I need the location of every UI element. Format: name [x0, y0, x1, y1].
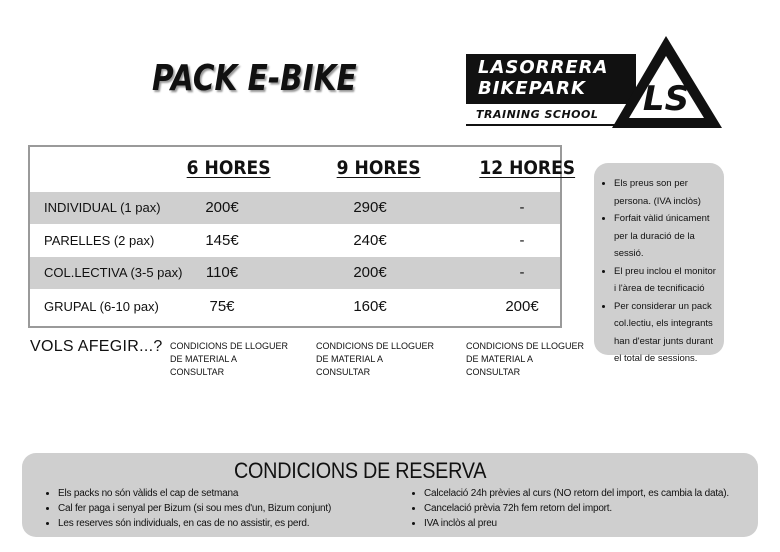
logo-line-1: LASORRERA	[478, 57, 609, 78]
row-label: GRUPAL (6-10 pax)	[44, 299, 159, 314]
column-header-12h: 12 HORES	[479, 157, 576, 179]
rental-note: CONDICIONS DE LLOGUER DE MATERIAL A CONSULTAR	[466, 341, 585, 377]
rental-note: CONDICIONS DE LLOGUER DE MATERIAL A CONSULTAR	[316, 341, 435, 377]
info-item: • Per considerar un pack col.lectiu, els integrants han d'estar junts durant el total de sessions.	[614, 298, 718, 368]
price-cell: 290€	[353, 199, 387, 216]
price-cell: 200€	[205, 199, 239, 216]
table-row	[30, 257, 560, 289]
row-label: PARELLES (2 pax)	[44, 233, 155, 248]
booking-conditions-panel	[22, 453, 758, 537]
logo-line-2: BIKEPARK	[478, 78, 586, 99]
condition-item: • Els packs no són vàlids el cap de setmana	[58, 486, 331, 501]
price-cell: 200€	[505, 298, 539, 315]
logo-underline	[466, 124, 626, 126]
page-title: PACK E-BIKE	[152, 58, 357, 99]
info-item: • El preu inclou el monitor i l'àrea de tecnificació	[614, 263, 718, 298]
rental-note: CONDICIONS DE LLOGUER DE MATERIAL A CONSULTAR	[170, 341, 289, 377]
price-cell: 240€	[353, 232, 387, 249]
brand-logo	[466, 34, 728, 130]
row-label: COL.LECTIVA (3-5 pax)	[44, 265, 183, 280]
conditions-title: CONDICIONS DE RESERVA	[234, 458, 487, 483]
condition-item: • IVA inclòs al preu	[424, 516, 729, 531]
conditions-list-left	[44, 486, 331, 531]
price-cell: -	[519, 264, 525, 281]
price-cell: 75€	[209, 298, 235, 315]
price-cell: -	[519, 232, 525, 249]
logo-triangle-icon	[612, 34, 724, 130]
price-cell: 160€	[353, 298, 387, 315]
table-row	[30, 192, 560, 224]
table-row	[30, 225, 560, 257]
price-cell: 110€	[205, 264, 239, 281]
logo-mark: LS	[642, 79, 690, 119]
price-cell: 145€	[205, 232, 239, 249]
condition-item: • Cancelació prèvia 72h fem retorn del import.	[424, 501, 729, 516]
info-item: • Forfait vàlid únicament per la duració de la sessió.	[614, 210, 718, 263]
condition-item: • Les reserves són individuals, en cas de no assistir, es perd.	[58, 516, 331, 531]
condition-item: • Calcelació 24h prèvies al curs (NO retorn del import, es cambia la data).	[424, 486, 729, 501]
condition-item: • Cal fer paga i senyal per Bizum (si sou mes d'un, Bizum conjunt)	[58, 501, 331, 516]
pricing-info-panel	[594, 163, 724, 364]
logo-wordmark-box	[466, 54, 636, 104]
price-cell: 200€	[353, 264, 387, 281]
price-table	[28, 145, 576, 328]
column-header-9h: 9 HORES	[336, 157, 421, 179]
row-label: INDIVIDUAL (1 pax)	[44, 200, 161, 215]
table-row	[30, 291, 560, 323]
logo-subtitle: TRAINING SCHOOL	[476, 108, 599, 121]
column-header-6h: 6 HORES	[186, 157, 271, 179]
price-cell: -	[519, 199, 525, 216]
info-item: • Els preus son per persona. (IVA inclòs)	[614, 175, 718, 210]
conditions-list-right	[410, 486, 729, 531]
extras-heading: VOLS AFEGIR...?	[30, 338, 163, 355]
